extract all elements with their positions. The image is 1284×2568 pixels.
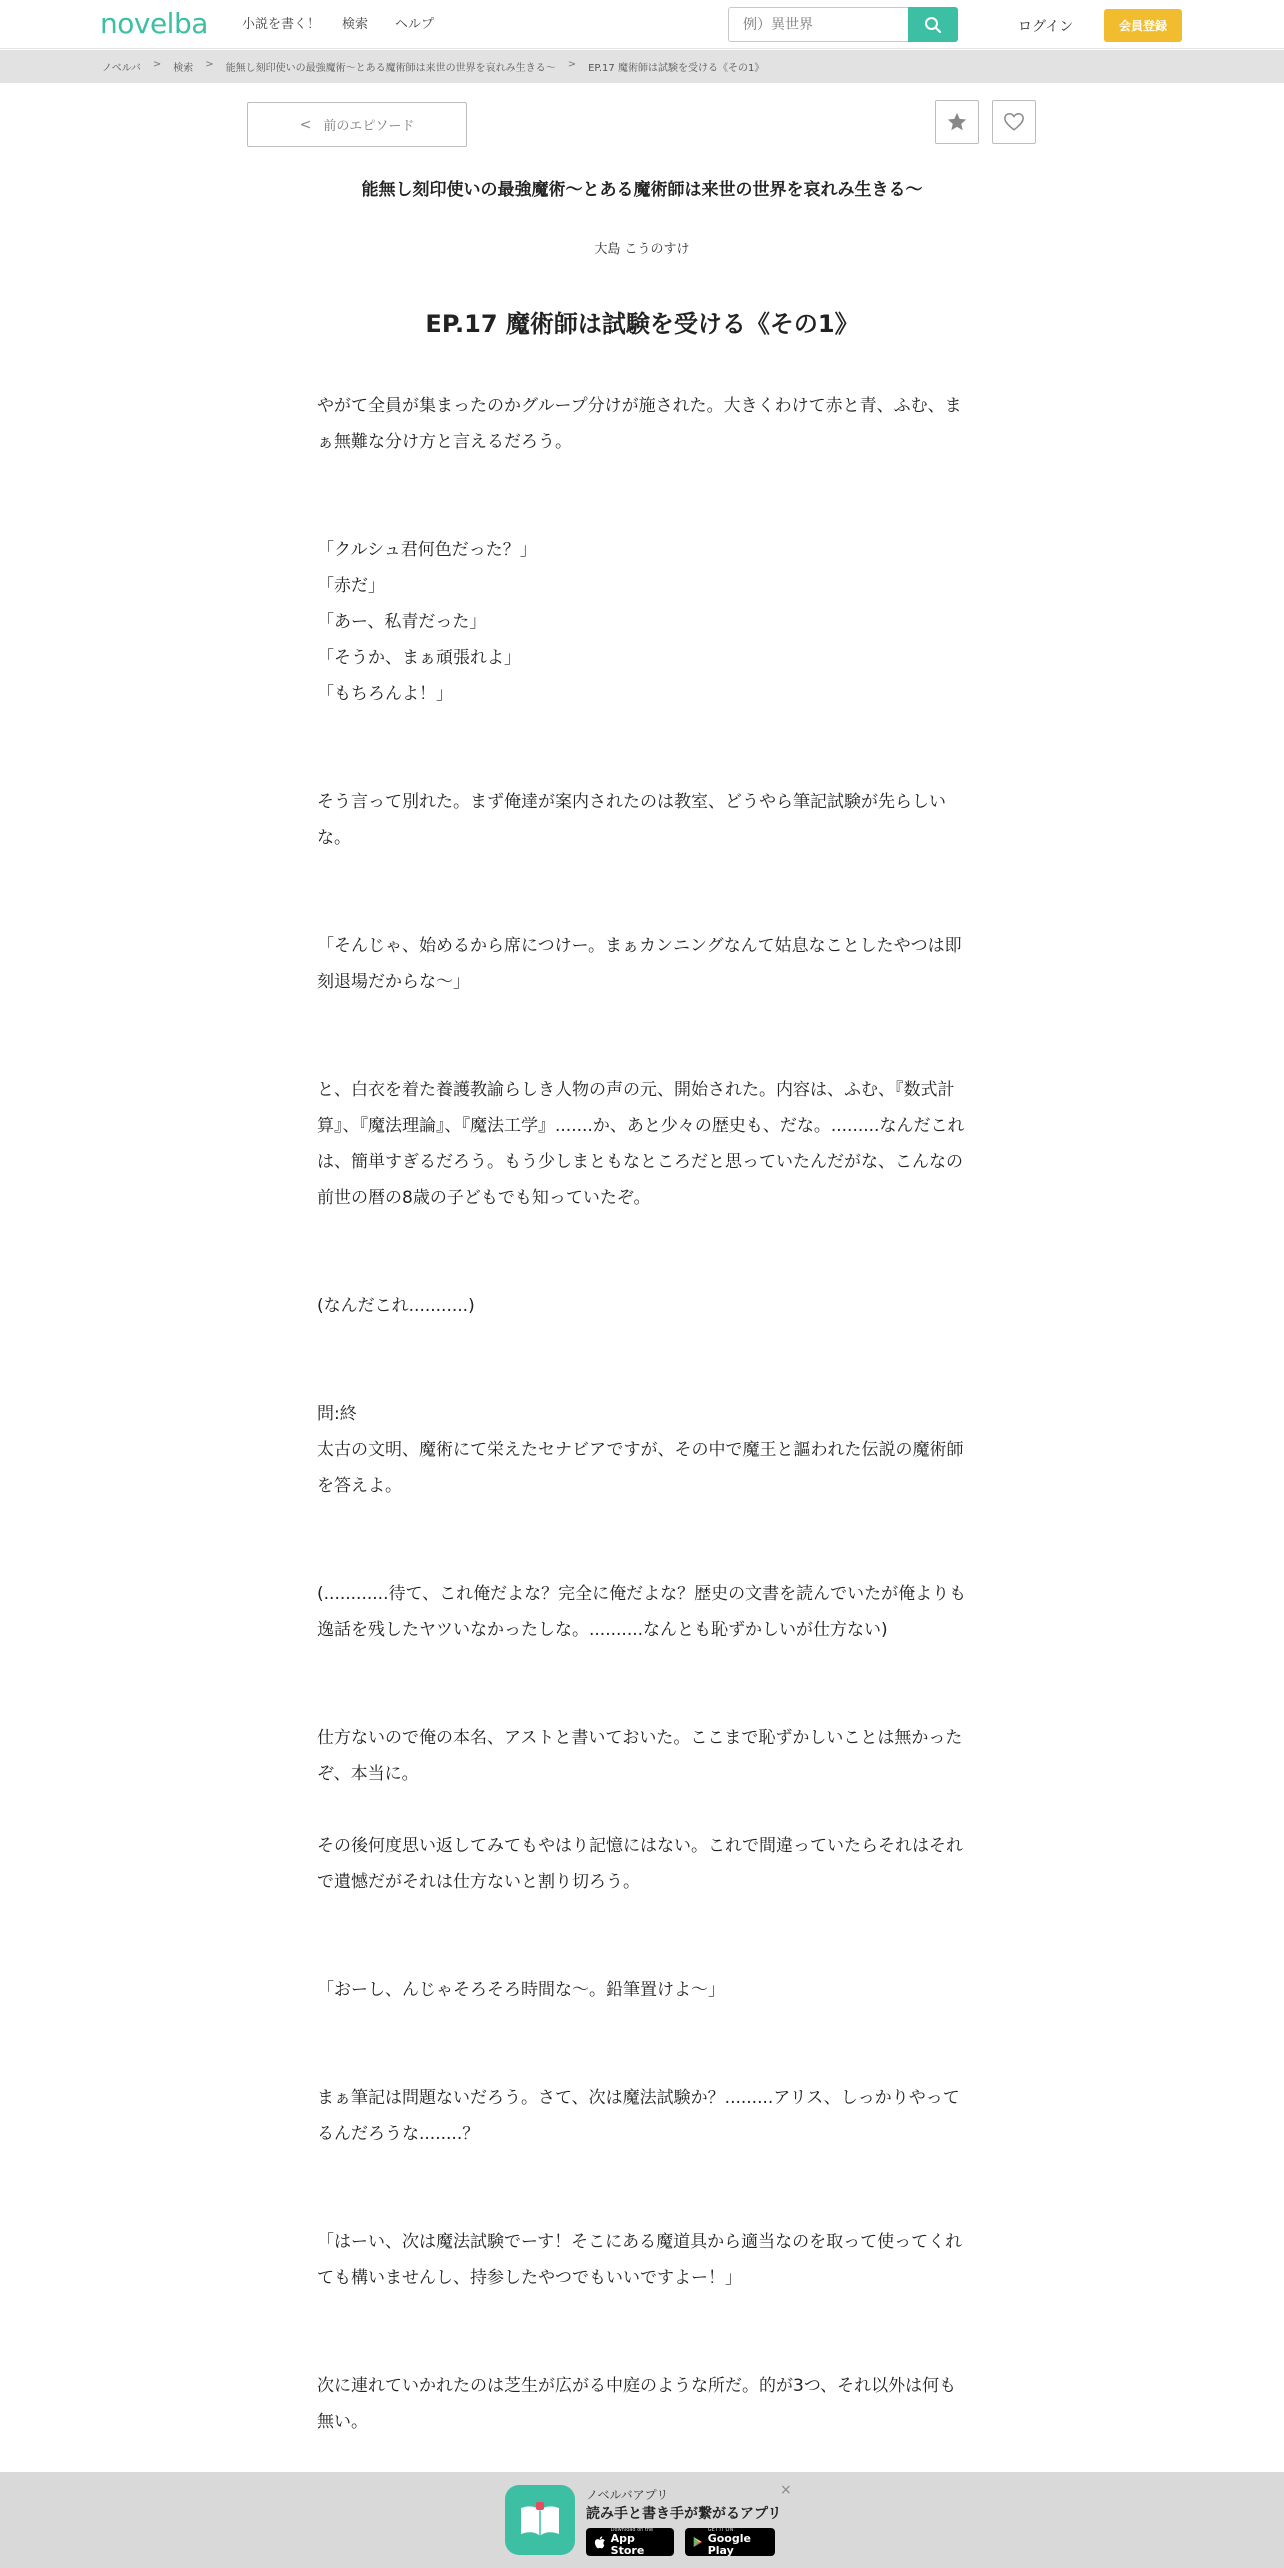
breadcrumb-separator: > — [152, 59, 162, 70]
register-button[interactable]: 会員登録 — [1104, 9, 1182, 42]
blank-line — [317, 748, 967, 784]
heart-icon — [1003, 111, 1025, 133]
breadcrumb-separator: > — [567, 59, 577, 70]
paragraph: その後何度思い返してみてもやはり記憶にはない。これで間違っていたらそれはそれで遺憾だがそれは仕方ないと割り切ろう。 — [317, 1836, 963, 1892]
blank-line — [317, 2152, 967, 2188]
nav-help[interactable]: ヘルプ — [395, 17, 435, 32]
blank-line — [317, 496, 967, 532]
blank-line — [317, 460, 967, 496]
paragraph: まぁ筆記は問題ないだろう。さて、次は魔法試験か？.........アリス、しっかりやってるんだろうな........？ — [317, 2088, 960, 2144]
blank-line — [317, 1504, 967, 1540]
app-icon[interactable] — [505, 2485, 575, 2555]
blank-line — [317, 1036, 967, 1072]
paragraph: 「あー、私青だった」 — [317, 612, 487, 632]
paragraph: 「もちろんよ！」 — [317, 684, 453, 704]
prev-episode-button[interactable] — [247, 102, 467, 147]
blank-line — [317, 1900, 967, 1936]
blank-line — [317, 1936, 967, 1972]
search-button[interactable] — [908, 7, 958, 42]
blank-line — [317, 2332, 967, 2368]
paragraph: と、白衣を着た養護教諭らしき人物の声の元、開始された。内容は、ふむ、『数式計算』、『魔法理論』、『魔法工学』.......か、あと少々の歴史も、だな。.........なんだこれは、簡単すぎるだろう。もう少しまともなところだと思っていたんだがな、こんなの前世の暦の8歳の子どもでも知っていたぞ。 — [317, 1080, 965, 1208]
paragraph: 「そうか、まぁ頑張れよ」 — [317, 648, 521, 668]
paragraph: 仕方ないので俺の本名、アストと書いておいた。ここまで恥ずかしいことは無かったぞ、本当に。 — [317, 1728, 963, 1784]
author-name[interactable]: 大島 こうのすけ — [594, 242, 690, 257]
nav-search[interactable]: 検索 — [342, 17, 369, 32]
paragraph: 次に連れていかれたのは芝生が広がる中庭のような所だ。的が3つ、それ以外は何も無い。 — [317, 2376, 957, 2432]
blank-line — [317, 1000, 967, 1036]
blank-line — [317, 1216, 967, 1252]
paragraph: 太古の文明、魔術にて栄えたセナビアですが、その中で魔王と謳われた伝説の魔術師を答えよ。 — [317, 1440, 964, 1496]
paragraph: 「クルシュ君何色だった？」 — [317, 540, 537, 560]
search-icon — [924, 16, 942, 34]
apple-icon — [594, 2535, 606, 2550]
paragraph: 「そんじゃ、始めるから席につけー。まぁカンニングなんて姑息なことしたやつは即刻退場だからな〜」 — [317, 936, 962, 992]
book-icon — [517, 2500, 563, 2540]
google-play-small: GET IT ON — [707, 2527, 734, 2533]
breadcrumb-home[interactable]: ノベルバ — [102, 63, 141, 74]
site-header — [0, 0, 1284, 49]
blank-line — [317, 856, 967, 892]
blank-line — [317, 892, 967, 928]
nav-write-novel[interactable]: 小説を書く！ — [242, 17, 321, 32]
close-icon[interactable]: × — [780, 2482, 792, 2498]
paragraph: 「はーい、次は魔法試験でーす！そこにある魔道具から適当なのを取って使ってくれても構いませんし、持参したやつでもいいですよー！」 — [317, 2232, 963, 2288]
paragraph: 問:終 — [317, 1404, 357, 1424]
blank-line — [317, 2188, 967, 2224]
blank-line — [317, 1252, 967, 1288]
paragraph: 「おーし、んじゃそろそろ時間な〜。鉛筆置けよ〜」 — [317, 1980, 725, 2000]
play-icon — [693, 2535, 703, 2549]
app-store-badge[interactable] — [586, 2528, 674, 2556]
app-name: ノベルバアプリ — [586, 2488, 669, 2502]
blank-line — [317, 712, 967, 748]
blank-line — [317, 2008, 967, 2044]
episode-title: EP.17 魔術師は試験を受ける《その1》 — [425, 310, 859, 338]
app-store-small: Download on the — [610, 2527, 654, 2533]
chevron-left-icon: < — [299, 116, 312, 133]
blank-line — [317, 1324, 967, 1360]
blank-line — [317, 2044, 967, 2080]
breadcrumb-novel[interactable]: 能無し刻印使いの最強魔術〜とある魔術師は来世の世界を哀れみ生きる〜 — [225, 63, 556, 74]
bookmark-star-button[interactable] — [935, 100, 979, 144]
blank-line — [317, 1648, 967, 1684]
blank-line — [317, 1792, 967, 1828]
breadcrumb-separator: > — [205, 59, 214, 70]
novel-title[interactable]: 能無し刻印使いの最強魔術〜とある魔術師は来世の世界を哀れみ生きる〜 — [361, 180, 923, 200]
google-play-badge[interactable] — [685, 2528, 775, 2556]
paragraph: やがて全員が集まったのかグループ分けが施された。大きくわけて赤と青、ふむ、まぁ無難な分け方と言えるだろう。 — [317, 396, 962, 452]
paragraph: (なんだこれ...........) — [317, 1296, 475, 1316]
google-play-label: Google Play — [707, 2532, 751, 2557]
prev-episode-label: 前のエピソード — [323, 119, 415, 134]
favorite-button[interactable] — [992, 100, 1036, 144]
blank-line — [317, 2296, 967, 2332]
search-input[interactable] — [728, 7, 908, 42]
site-logo[interactable]: novelba — [100, 7, 208, 40]
blank-line — [317, 1540, 967, 1576]
app-banner — [0, 2472, 1284, 2568]
breadcrumb-search[interactable]: 検索 — [173, 63, 194, 74]
breadcrumb-episode: EP.17 魔術師は試験を受ける《その1》 — [588, 63, 765, 74]
blank-line — [317, 1684, 967, 1720]
paragraph: 「赤だ」 — [317, 576, 385, 596]
breadcrumb — [0, 50, 1284, 83]
paragraph: そう言って別れた。まず俺達が案内されたのは教室、どうやら筆記試験が先らしいな。 — [317, 792, 946, 848]
login-link[interactable]: ログイン — [1018, 19, 1074, 35]
blank-line — [317, 1360, 967, 1396]
app-store-label: App Store — [610, 2532, 645, 2557]
paragraph: (............待て、これ俺だよな？完全に俺だよな？歴史の文書を読んでいたが俺よりも逸話を残したヤツいなかったしな。..........なんとも恥ずかしいが仕方ない) — [317, 1584, 967, 1640]
episode-content — [317, 388, 967, 2440]
star-icon — [946, 111, 968, 133]
app-tagline: 読み手と書き手が繋がるアプリ — [586, 2506, 782, 2522]
